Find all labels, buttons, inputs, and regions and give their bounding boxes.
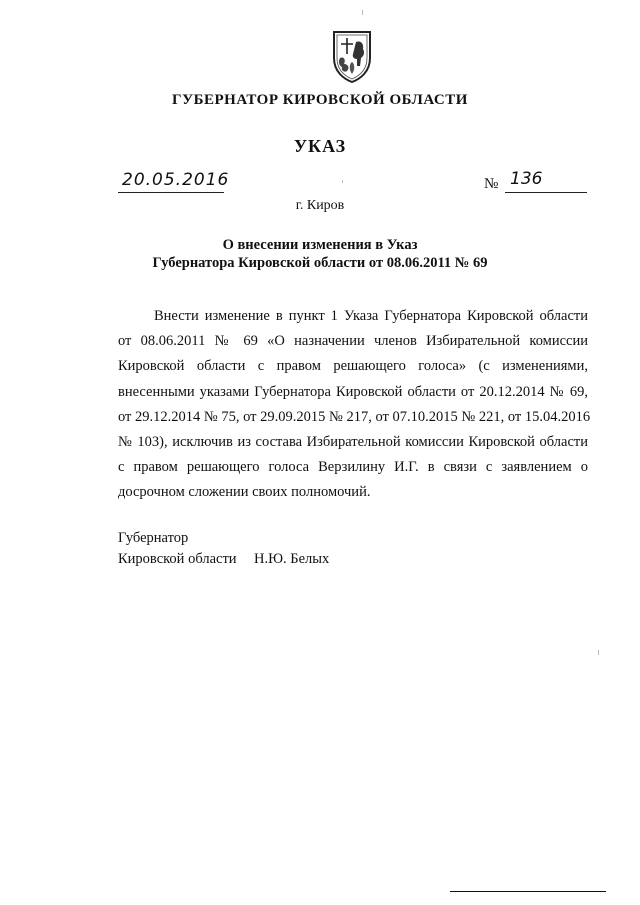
- body-line: Кировской области с правом решающего голоса» (с изменениями,: [118, 358, 588, 375]
- handwritten-date: 20.05.2016: [122, 170, 230, 190]
- signatory-name: Н.Ю. Белых: [254, 551, 330, 567]
- heading-line-1: О внесении изменения в Указ: [222, 237, 418, 253]
- signatory-title-line-1: Губернатор: [118, 530, 189, 546]
- body-line: с правом решающего голоса Верзилину И.Г. в связи с заявлением о: [118, 459, 588, 476]
- body-line: внесенными указами Губернатора Кировской области от 20.12.2014 № 69,: [118, 383, 588, 400]
- body-line: от 08.06.2011 № 69 «О назначении членов Избирательной комиссии: [118, 333, 588, 350]
- number-sign: №: [484, 176, 499, 192]
- heading-line-2: Губернатора Кировской области от 08.06.2011 № 69: [152, 255, 488, 271]
- handwritten-number: 136: [510, 169, 543, 189]
- scan-speck: [342, 180, 343, 183]
- organization-title: ГУБЕРНАТОР КИРОВСКОЙ ОБЛАСТИ: [172, 92, 468, 108]
- body-line: досрочном сложении своих полномочий.: [118, 484, 371, 501]
- body-line: от 29.12.2014 № 75, от 29.09.2015 № 217, от 07.10.2015 № 221, от 15.04.2016: [118, 408, 591, 425]
- body-line: Внести изменение в пункт 1 Указа Губернатора Кировской области: [154, 308, 588, 324]
- footer-rule: [450, 891, 606, 892]
- body-line: № 103), исключив из состава Избирательной комиссии Кировской области: [118, 434, 588, 451]
- city-name: г. Киров: [295, 198, 345, 213]
- scan-speck: [598, 650, 599, 655]
- body-paragraph: [118, 304, 591, 506]
- signatory-title-line-2: Кировской области: [118, 551, 237, 567]
- coat-of-arms-icon: [330, 28, 374, 84]
- scan-speck: [362, 10, 363, 15]
- signatory-title: [118, 528, 237, 570]
- document-type: УКАЗ: [293, 136, 347, 156]
- document-heading: [0, 236, 640, 272]
